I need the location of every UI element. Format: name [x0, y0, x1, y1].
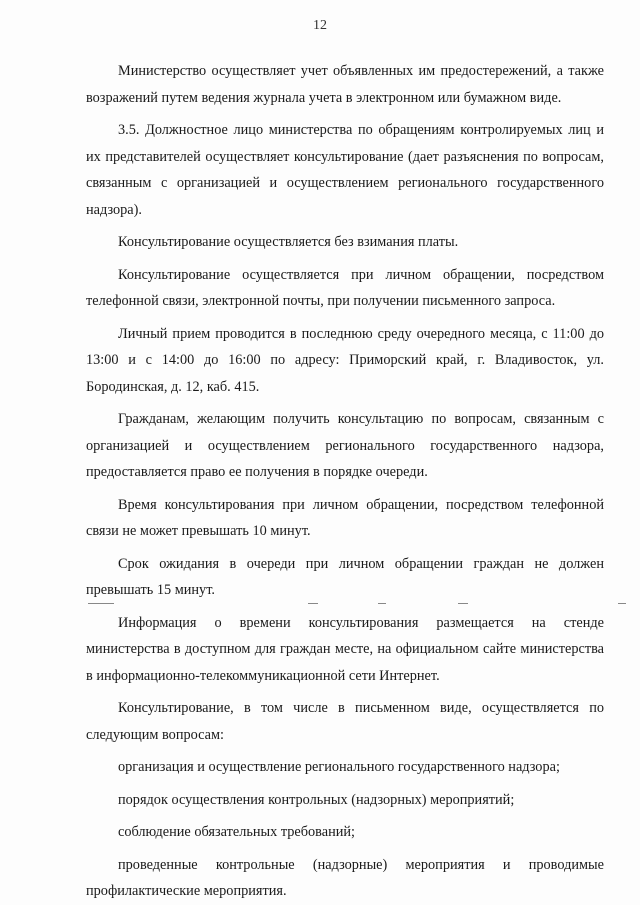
paragraph: Консультирование осуществляется без взимания платы. — [118, 234, 459, 250]
list-item: проведенные контрольные (надзорные) мероприятия и проводимые профилактические мероприятия. — [86, 856, 604, 899]
list-item: порядок осуществления контрольных (надзорных) мероприятий; — [118, 791, 515, 808]
scan-artifact — [458, 603, 468, 604]
paragraph: Время консультирования при личном обращении, посредством телефонной связи не может превышать 10 минут. — [86, 496, 604, 539]
paragraph: Личный прием проводится в последнюю среду очередного месяца, с 11:00 до 13:00 и с 14:00 до 16:00 по адресу: Приморский край, г. Владивосток, ул. Бородинская, д. 12, каб. 415. — [86, 325, 604, 395]
paragraph: Срок ожидания в очереди при личном обращении граждан не должен превышать 15 минут. — [86, 555, 604, 598]
paragraph: 3.5. Должностное лицо министерства по обращениям контролируемых лиц и их представителей осуществляет консультирование (дает разъяснения по вопросам, связанным с организацией и осуществлением регионального государственного надзора). — [86, 122, 604, 218]
scan-artifact — [308, 603, 318, 604]
scan-artifact — [378, 603, 386, 604]
list-item: соблюдение обязательных требований; — [118, 824, 356, 840]
paragraph: Гражданам, желающим получить консультацию по вопросам, связанным с организацией и осуществлением регионального государственного надзора, предоставляется право ее получения в порядке очереди. — [86, 411, 604, 480]
page-number: 12 — [313, 18, 327, 33]
document-body — [86, 58, 604, 905]
paragraph: Консультирование осуществляется при личном обращении, посредством телефонной связи, электронной почты, при получении письменного запроса. — [86, 266, 604, 309]
scan-artifact — [618, 603, 626, 604]
paragraph: Консультирование, в том числе в письменном виде, осуществляется по следующим вопросам: — [86, 700, 604, 743]
list-item: организация и осуществление регионального государственного надзора; — [118, 759, 560, 775]
paragraph: Министерство осуществляет учет объявленных им предостережений, а также возражений путем ведения журнала учета в электронном или бумажном виде. — [86, 63, 604, 106]
paragraph: Информация о времени консультирования размещается на стенде министерства в доступном для граждан месте, на официальном сайте министерства в информационно-телекоммуникационной сети Интернет. — [86, 614, 604, 684]
scan-artifact — [88, 603, 114, 604]
